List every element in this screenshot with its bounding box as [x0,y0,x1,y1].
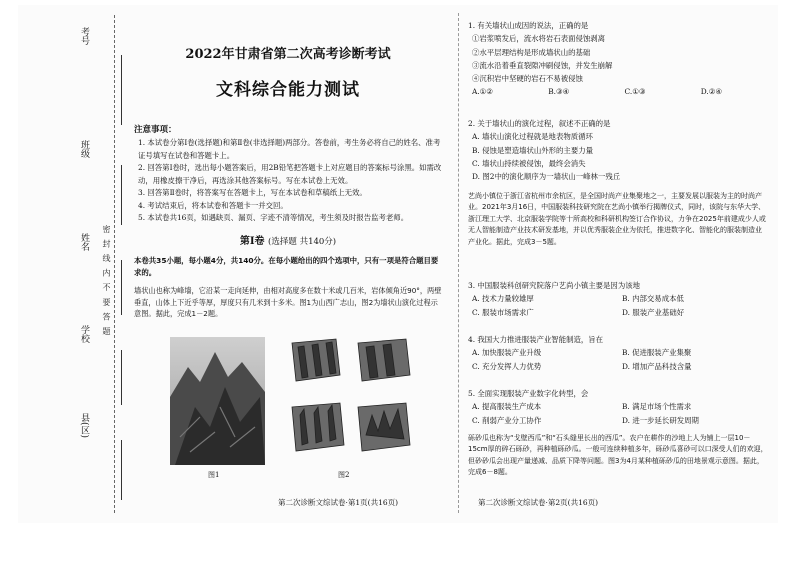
notice-heading: 注意事项： [134,125,177,135]
county-line [121,440,122,500]
option: D. 进一步延长研发周期 [622,415,699,425]
option: B. 内部交易成本低 [622,294,684,304]
question-3 [468,279,768,319]
seal-line [114,15,115,513]
statement-item: ①岩浆喷发后，流水将岩石表面侵蚀剥离 [472,34,606,44]
question-stem: 2. 关于墙状山的演化过程，叙述不正确的是 [468,119,611,128]
option: D. 图2中的演化顺序为一墙状山一峰林一残丘 [472,172,621,182]
section-title [128,232,448,247]
school-label: 学校 [79,325,89,343]
notice-item: 2. 回答第Ⅰ卷时，选出每小题答案后，用2B铅笔把答题卡上对应题目的答案标号涂黑。如需改动，用橡皮擦干净后，再选涂其他答案标号。写在本试卷上无效。 [138,163,442,185]
section-subtitle: (选择题 共140分) [268,237,337,247]
notice-list [138,137,444,225]
question-2 [468,117,768,183]
option: A. 提高服装生产成本 [472,402,542,412]
figure-2-caption: 图2 [338,471,350,479]
statement-item: ④沉积岩中坚硬的岩石不易被侵蚀 [472,74,583,84]
option: B. 满足市场个性需求 [622,402,692,412]
option: B. 促进服装产业集聚 [622,348,692,358]
class-line [121,165,122,225]
option: B. 侵蚀是塑造墙状山外形的主要力量 [472,145,593,155]
option: A. 加快服装产业升级 [472,348,542,358]
mountain-photo [170,337,265,465]
question-1 [468,19,768,99]
question-stem: 1. 有关墙状山成因的说法，正确的是 [468,21,589,30]
name-line [121,260,122,315]
exam-title: 2022年甘肃省第二次高考诊断考试 [185,47,391,62]
statement-item: ②水平层理结构是形成墙状山的基础 [472,47,591,57]
figure-1-caption: 图1 [208,471,220,479]
options-grid [468,292,768,319]
question-5 [468,387,768,427]
class-label: 班级 [79,140,89,158]
left-page [128,15,448,510]
section-name: 第Ⅰ卷 [239,236,265,247]
passage-3: 砾砂瓜也称为“戈壁西瓜”和“石头缝里长出的西瓜”。农户在耕作的沙地上人为铺上一层10－15cm厚的碎石砾砂，再种植砾砂瓜。一般可连续种植多年，砾砂瓜喜砂可以口深受人们的欢迎，但砂砂瓜会出现产量递减、品质下降等问题。图3为4月某种植砾砂瓜的田地景观示意图。据此，完成6－8题。 [468,434,768,477]
exam-sheet [18,5,778,523]
school-line [121,350,122,405]
county-label: 县(区) [79,413,89,439]
question-stem: 3. 中国服装科创研究院落户艺尚小镇主要是因为该地 [468,281,640,290]
page-divider [458,13,459,513]
option: C. 服装市场需求广 [472,307,534,317]
page-2-footer: 第二次诊断文综试卷·第2页(共16页) [478,498,599,507]
passage-2: 艺尚小镇位于浙江省杭州市余杭区，是全国时尚产业集聚地之一，主要发展以服装为主的时尚产业。2021年3月16日，中国服装科技研究院在艺尚小镇举行揭牌仪式，同时，该院与东华大学、浙江理工大学、北京服装学院等十所高校和科研机构签订合作协议，力争在2025年前建成少人或无人智能制造产业技术研发基地，并以优秀服装企业为依托，推进数字化、智能化的服装制造业产业化。据此，完成3－5题。 [468,192,766,246]
option: C.①③ [624,87,646,97]
option: A. 墙状山演化过程就是地表物质循环 [472,132,593,142]
notice-item: 4. 考试结束后，将本试卷和答题卡一并交回。 [138,200,288,210]
notice-item: 1. 本试卷分第Ⅰ卷(选择题)和第Ⅱ卷(非选择题)两部分。答卷前，考生务必将自己的姓名、准考证号填写在试卷和答题卡上。 [138,138,441,160]
question-stem: 5. 全面实现服装产业数字化转型，会 [468,389,589,398]
page-1-footer: 第二次诊断文综试卷·第1页(共16页) [278,498,399,507]
options-row [468,85,722,98]
option: D.②④ [700,87,722,97]
option: A. 技术力量较雄厚 [472,294,534,304]
option: D. 服装产业基础好 [622,307,685,317]
exam-no-label: 考号 [79,27,89,45]
exam-no-line [121,55,122,125]
exam-subtitle: 文科综合能力测试 [216,80,360,100]
right-page [468,15,768,510]
option: A.①② [472,87,493,97]
options-grid [468,400,768,427]
wall-mountain-evolution-diagram [288,335,418,465]
option: C. 削弱产业分工协作 [472,415,542,425]
option: C. 墙状山持续被侵蚀，最终会消失 [472,158,586,168]
option: C. 充分发挥人力优势 [472,361,542,371]
question-4 [468,333,768,373]
question-stem: 4. 我国大力推进服装产业智能制造，旨在 [468,335,604,344]
seal-line-text: 密 封 线 内 不 要 答 题 [102,225,111,337]
options-grid [468,346,768,373]
statement-item: ③流水沿着垂直裂隙冲刷侵蚀，并发生崩解 [472,60,613,70]
notice-item: 5. 本试卷共16页，如遇缺页、漏页、字迹不清等情况，考生须及时报告监考老师。 [138,213,409,222]
option: B.③④ [548,87,570,97]
notice-item: 3. 回答第Ⅱ卷时，将答案写在答题卡上，写在本试卷和草稿纸上无效。 [138,188,367,197]
passage-1: 墙状山也称为峰墙，它沿某一走向延伸，由相对高度多在数十米或几百米，岩体倾角近90°，两壁垂直，山体上下近乎等厚，厚度只有几米到十多米。图1为山西广志山，图2为墙状山演化过程示意图。据此，完成1－2题。 [134,286,442,318]
option: D. 增加产品科技含量 [622,361,692,371]
section-intro: 本卷共35小题，每小题4分，共140分。在每小题给出的四个选项中，只有一项是符合题目要求的。 [134,256,439,277]
name-label: 姓名 [79,233,89,251]
